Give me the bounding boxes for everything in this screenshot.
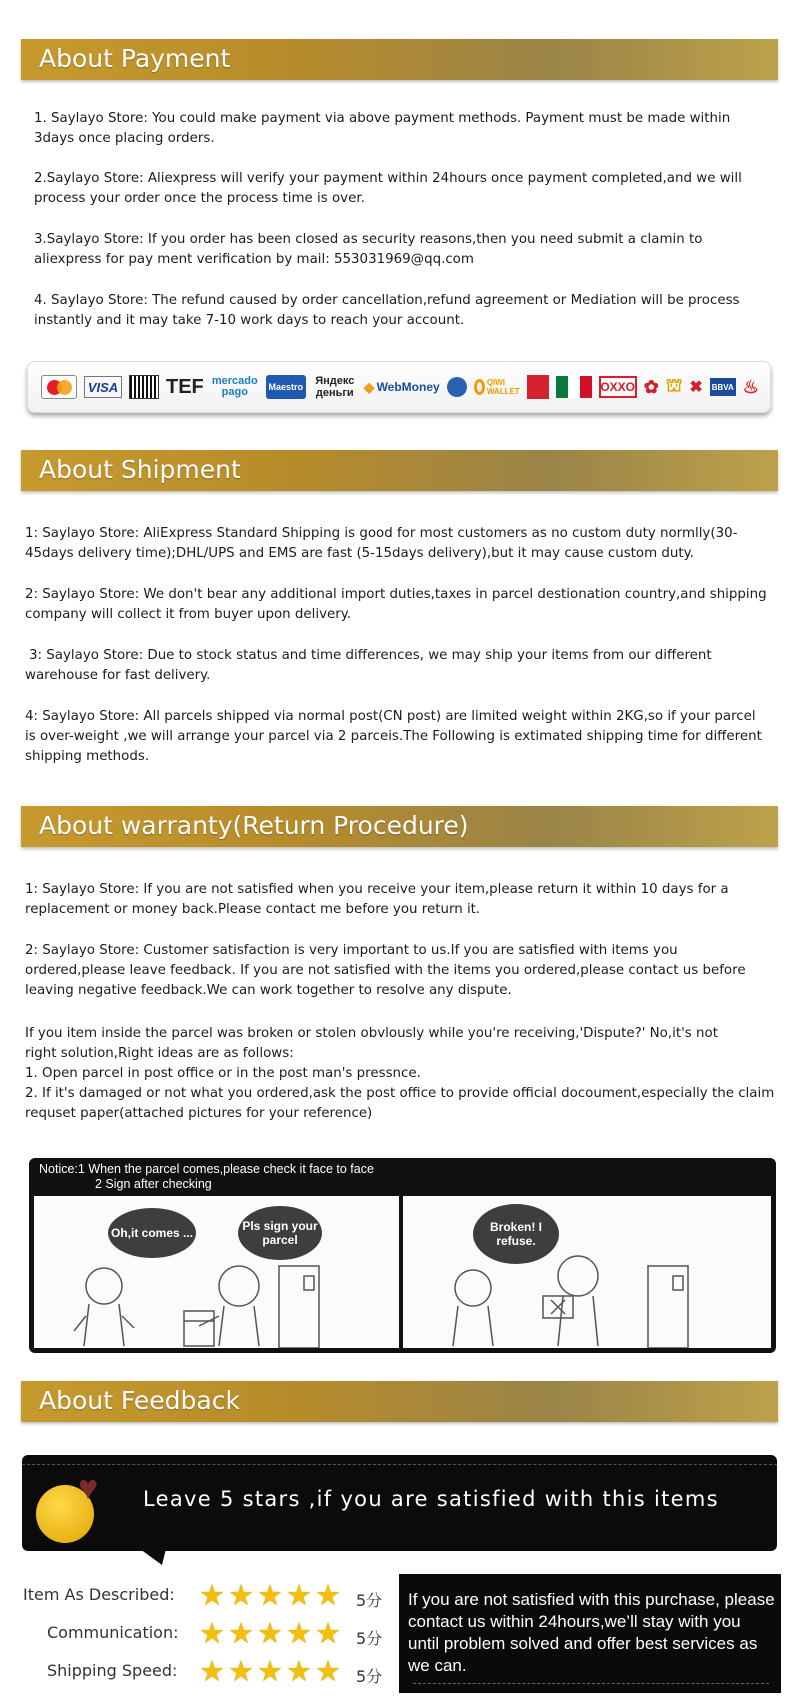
shipment-title: About Shipment bbox=[39, 455, 241, 484]
star-icon: ★ bbox=[286, 1580, 312, 1612]
payment-item-3: 3.Saylayo Store: If you order has been closed as security reasons,then you need submit a clamin to aliexpress for pay ment verification by mail: 553031969@qq.com bbox=[34, 232, 703, 267]
shipment-header bbox=[21, 450, 778, 491]
star-icon: ★ bbox=[228, 1580, 254, 1612]
bank-gear-icon: ✿ bbox=[643, 376, 659, 397]
warranty-item-1: 1: Saylayo Store: If you are not satisfied when you receive your item,please return it within 10 days for a replacement or money back.Please contact me before you return it. bbox=[25, 882, 729, 917]
comic-bubble-it-comes: Oh,it comes ... bbox=[108, 1208, 196, 1258]
star-icon: ★ bbox=[286, 1656, 312, 1688]
star-icon: ★ bbox=[315, 1656, 341, 1688]
star-icon: ★ bbox=[257, 1656, 283, 1688]
webmoney-logo bbox=[364, 379, 440, 396]
star-icon: ★ bbox=[199, 1618, 225, 1650]
star-icon: ★ bbox=[257, 1580, 283, 1612]
comic-panel-receive bbox=[34, 1196, 399, 1348]
comic-notice-line-1: Notice:1 When the parcel comes,please check it face to face bbox=[39, 1162, 374, 1176]
star-icon: ★ bbox=[286, 1618, 312, 1650]
yandex-money-logo: Яндекс деньги bbox=[315, 375, 355, 399]
rating-stars bbox=[199, 1658, 341, 1687]
payment-title: About Payment bbox=[39, 44, 231, 73]
payment-item-2: 2.Saylayo Store: Aliexpress will verify your payment within 24hours once payment completed,and we will process your order once the process time is over. bbox=[34, 171, 742, 206]
oxxo-logo: OXXO bbox=[599, 376, 637, 398]
banner-dashed-line bbox=[22, 1464, 777, 1465]
dispute-step-2: 2. If it's damaged or not what you ordered,ask the post office to provide official docoument,especially the claim requset paper(attached pictures for your reference) bbox=[25, 1086, 775, 1121]
comic-drawing-receive bbox=[34, 1196, 399, 1348]
mercado-pago-logo: mercado pago bbox=[211, 375, 258, 398]
rating-score: 5分 bbox=[356, 1629, 383, 1648]
shipment-item-4: 4: Saylayo Store: All parcels shipped via normal post(CN post) are limited weight within 2KG,so if your parcel is over-weight ,we will arrange your parcel via 2 parceis.The Following is extimated shipping time for different shipping methods. bbox=[25, 709, 762, 764]
shipment-item-1: 1: Saylayo Store: AliExpress Standard Shipping is good for most customers as no custom duty normlly(30-45days delivery time);DHL/UPS and EMS are fast (5-15days delivery),but it may cause custom duty. bbox=[25, 526, 738, 561]
feedback-banner bbox=[22, 1455, 777, 1551]
qiwi-logo bbox=[474, 378, 520, 396]
tef-logo: TEF bbox=[166, 375, 204, 398]
qiwi-label: QIWI WALLET bbox=[486, 378, 520, 396]
qiwi-icon bbox=[474, 379, 485, 395]
rating-label: Communication: bbox=[47, 1623, 179, 1642]
comic-notice-line-2: 2 Sign after checking bbox=[95, 1177, 212, 1191]
banner-pointer bbox=[140, 1549, 166, 1565]
warranty-title: About warranty(Return Procedure) bbox=[39, 811, 469, 840]
visa-logo: VISA bbox=[84, 376, 122, 398]
payment-methods-bar bbox=[27, 361, 771, 413]
mexico-flag-icon bbox=[556, 376, 592, 398]
dispute-step-1: 1. Open parcel in post office or in the post man's pressnce. bbox=[25, 1066, 421, 1081]
shipment-item-3: 3: Saylayo Store: Due to stock status and time differences, we may ship your items from our different warehouse for fast delivery. bbox=[25, 648, 712, 683]
star-icon: ★ bbox=[228, 1618, 254, 1650]
contact-dashed-line bbox=[413, 1683, 769, 1684]
maestro-logo: Maestro bbox=[266, 375, 306, 399]
payment-header bbox=[21, 39, 778, 80]
warranty-item-2: 2: Saylayo Store: Customer satisfaction is very important to us.If you are satisfied with items you ordered,please leave feedback. If you are not satisfied with the items you ordered,please contact us before leaving negative feedback.We can work together to resolve any dispute. bbox=[25, 943, 746, 998]
boleto-logo bbox=[129, 375, 159, 399]
comic-drawing-refuse bbox=[403, 1196, 771, 1348]
contact-notice-text: If you are not satisfied with this purchase, please contact us within 24hours,we’ll stay with you until problem solved and offer best services as we can. bbox=[408, 1590, 775, 1675]
smiley-heart-icon: ♥ bbox=[36, 1473, 110, 1547]
star-icon: ★ bbox=[315, 1618, 341, 1650]
rating-score: 5分 bbox=[356, 1591, 383, 1610]
ru-logo bbox=[527, 375, 549, 399]
payment-item-4: 4. Saylayo Store: The refund caused by order cancellation,refund agreement or Mediation will be process instantly and it may take 7-10 work days to reach your account. bbox=[34, 293, 740, 328]
rating-label: Item As Described: bbox=[23, 1585, 175, 1604]
comic-panel-refuse bbox=[403, 1196, 771, 1348]
warranty-header bbox=[21, 806, 778, 847]
payment-item-1: 1. Saylayo Store: You could make payment via above payment methods. Payment must be made within 3days once placing orders. bbox=[34, 111, 731, 146]
rating-label: Shipping Speed: bbox=[47, 1661, 178, 1680]
mastercard-logo bbox=[41, 375, 77, 399]
feedback-header bbox=[21, 1381, 778, 1422]
star-icon: ★ bbox=[199, 1656, 225, 1688]
star-icon: ★ bbox=[315, 1580, 341, 1612]
bradesco-icon: ✖ bbox=[689, 379, 703, 396]
parcel-check-comic bbox=[29, 1158, 776, 1353]
santander-icon: ♨ bbox=[742, 376, 759, 397]
feedback-banner-text: Leave 5 stars ,if you are satisfied with this items bbox=[143, 1487, 719, 1511]
rating-score: 5分 bbox=[356, 1667, 383, 1686]
feedback-title: About Feedback bbox=[39, 1386, 240, 1415]
bank-building-icon: ⛫ bbox=[665, 375, 683, 395]
star-icon: ★ bbox=[257, 1618, 283, 1650]
rating-stars bbox=[199, 1620, 341, 1649]
globe-icon bbox=[447, 377, 467, 397]
bbva-logo: BBVA bbox=[710, 378, 736, 396]
comic-notice bbox=[39, 1162, 374, 1192]
webmoney-label: WebMoney bbox=[376, 380, 440, 394]
rating-stars bbox=[199, 1582, 341, 1611]
contact-notice-box bbox=[399, 1574, 781, 1693]
comic-bubble-broken: Broken! I refuse. bbox=[473, 1204, 559, 1264]
comic-bubble-sign: Pls sign your parcel bbox=[238, 1206, 322, 1260]
webmoney-icon: ◆ bbox=[363, 378, 375, 395]
dispute-intro: If you item inside the parcel was broken or stolen obvlously while you're receiving,'Dispute?' No,it's not right solution,Right ideas are as follows: bbox=[25, 1026, 718, 1061]
star-icon: ★ bbox=[228, 1656, 254, 1688]
shipment-item-2: 2: Saylayo Store: We don't bear any additional import duties,taxes in parcel destionation country,and shipping company will collect it from buyer upon delivery. bbox=[25, 587, 767, 622]
star-icon: ★ bbox=[199, 1580, 225, 1612]
